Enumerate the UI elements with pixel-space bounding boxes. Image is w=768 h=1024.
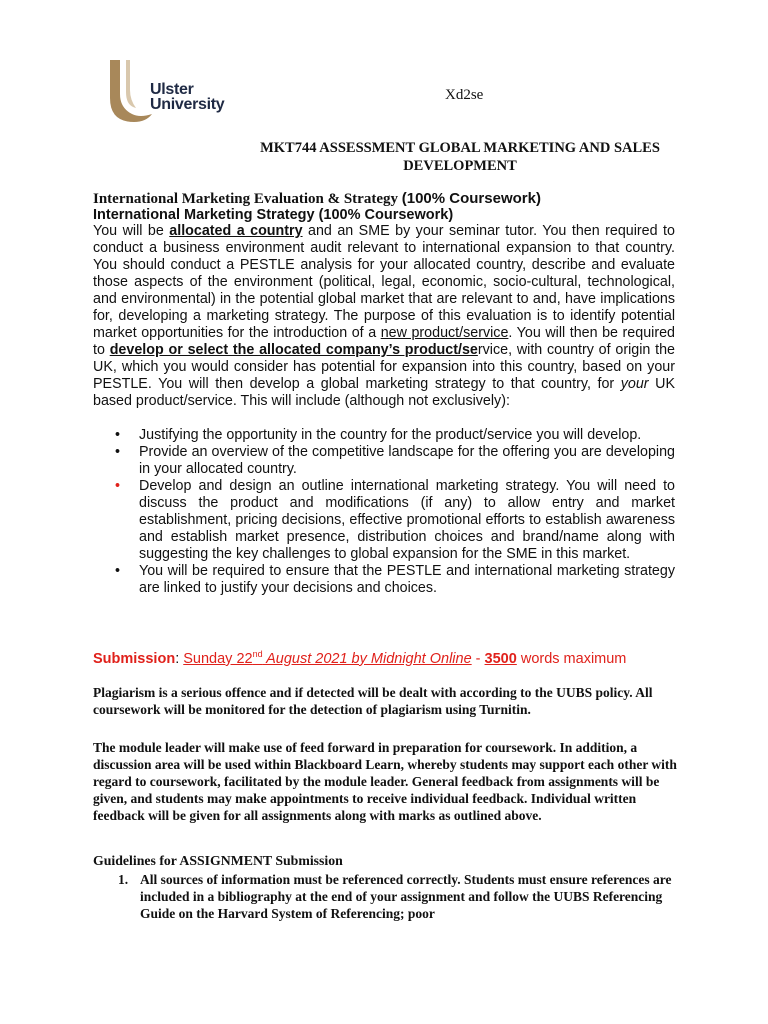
body-seg-4: rvice, with country of origin the UK, which you would consider has potential for expansion into this country, based on your PESTLE. You will then develop a global marketing strategy to that country, for xyxy=(93,342,675,392)
word-limit-tail: words maximum xyxy=(516,650,627,667)
submission-line xyxy=(93,649,626,667)
submission-date xyxy=(183,651,471,667)
bullet-icon: • xyxy=(115,444,121,460)
section-heading-strategy: International Marketing Strategy (100% Coursework) xyxy=(93,207,454,223)
guidelines-list xyxy=(113,871,673,922)
bullet-icon: • xyxy=(115,427,121,443)
body-italic-your: your xyxy=(620,376,649,392)
list-item xyxy=(115,563,675,597)
bullet-icon: • xyxy=(115,478,121,494)
assignment-description xyxy=(93,223,675,410)
list-item-text: Develop and design an outline international marketing strategy. You will need to discuss the product and modifications (if any) to allow entry and market establishment, pricing decisions, effective promotional efforts to establish awareness and establish market presence, distribution choices and brand/name along with suggesting the key challenges to global expansion for the SME in this market. xyxy=(139,478,675,562)
list-item-text: All sources of information must be referenced correctly. Students must ensure references are included in a bibliography at the end of your assignment and follow the UUBS Referencing Guide on the Harvard System of Referencing; poor xyxy=(140,872,672,921)
body-seg-1: You will be xyxy=(93,223,170,239)
submission-dash: - xyxy=(471,650,485,667)
logo-wordmark xyxy=(150,82,224,112)
submission-date-rest: August 2021 by Midnight Online xyxy=(262,650,472,667)
submission-day: Sunday 22 xyxy=(183,650,253,667)
list-item xyxy=(115,444,675,478)
requirements-list xyxy=(115,427,675,597)
submission-day-suffix: nd xyxy=(252,649,263,659)
body-emphasis-develop: develop or select the allocated company’s product/se xyxy=(109,342,478,358)
logo-line-2: University xyxy=(150,96,225,113)
submission-colon: : xyxy=(175,650,184,667)
body-seg-5: UK based product/service. This will include (although not exclusively): xyxy=(93,376,675,409)
list-item xyxy=(115,478,675,563)
list-item-text: You will be required to ensure that the PESTLE and international marketing strategy are linked to justify your decisions and choices. xyxy=(139,563,675,596)
document-code: Xd2se xyxy=(445,87,484,103)
word-limit: 3500 xyxy=(484,650,517,667)
body-seg-2: and an SME by your seminar tutor. You then required to conduct a business environment audit relevant to international expansion to that country. You should conduct a PESTLE analysis for your allocated country, describe and evaluate those aspects of the environment (political, legal, economic, socio-cultural, technological, and environmental) in the potential global market that are relevant to and, have implications for, developing a marketing strategy. The purpose of this evaluation is to identify potential market opportunities for the introduction of a xyxy=(93,223,675,341)
bullet-icon: • xyxy=(115,563,121,579)
list-item xyxy=(115,427,675,444)
list-item-text: Provide an overview of the competitive landscape for the offering you are developing in your allocated country. xyxy=(139,444,675,477)
body-emphasis-country: allocated a country xyxy=(169,223,303,239)
list-number: 1. xyxy=(118,872,129,887)
logo-line-1: Ulster xyxy=(150,81,194,98)
body-underline-product: new product/service xyxy=(380,325,509,341)
guidelines-heading: Guidelines for ASSIGNMENT Submission xyxy=(93,853,343,868)
list-item-text: Justifying the opportunity in the country for the product/service you will develop. xyxy=(139,427,642,443)
title-line-1: MKT744 ASSESSMENT GLOBAL MARKETING AND SALES xyxy=(260,140,660,156)
page-title xyxy=(200,139,720,175)
heading-tail: (100% Coursework) xyxy=(401,190,541,207)
heading-main: International Marketing Evaluation & Strategy xyxy=(93,191,402,207)
title-line-2: DEVELOPMENT xyxy=(403,158,517,174)
feedback-notice: The module leader will make use of feed forward in preparation for coursework. In addition, a discussion area will be used within Blackboard Learn, whereby students may support each other with regard to coursework, facilitated by the module leader. General feedback from assignments will be given, and students may make appointments to receive individual feedback. Individual written feedback will be given for all assignments along with marks as outlined above. xyxy=(93,740,677,823)
list-item xyxy=(113,871,673,922)
body-seg-3: . You will then be required to xyxy=(93,325,675,358)
logo-emblem-icon xyxy=(110,60,152,122)
submission-label: Submission xyxy=(93,650,176,667)
plagiarism-notice: Plagiarism is a serious offence and if detected will be dealt with according to the UUBS policy. All coursework will be monitored for the detection of plagiarism using Turnitin. xyxy=(93,685,653,717)
section-heading-evaluation xyxy=(93,190,541,208)
